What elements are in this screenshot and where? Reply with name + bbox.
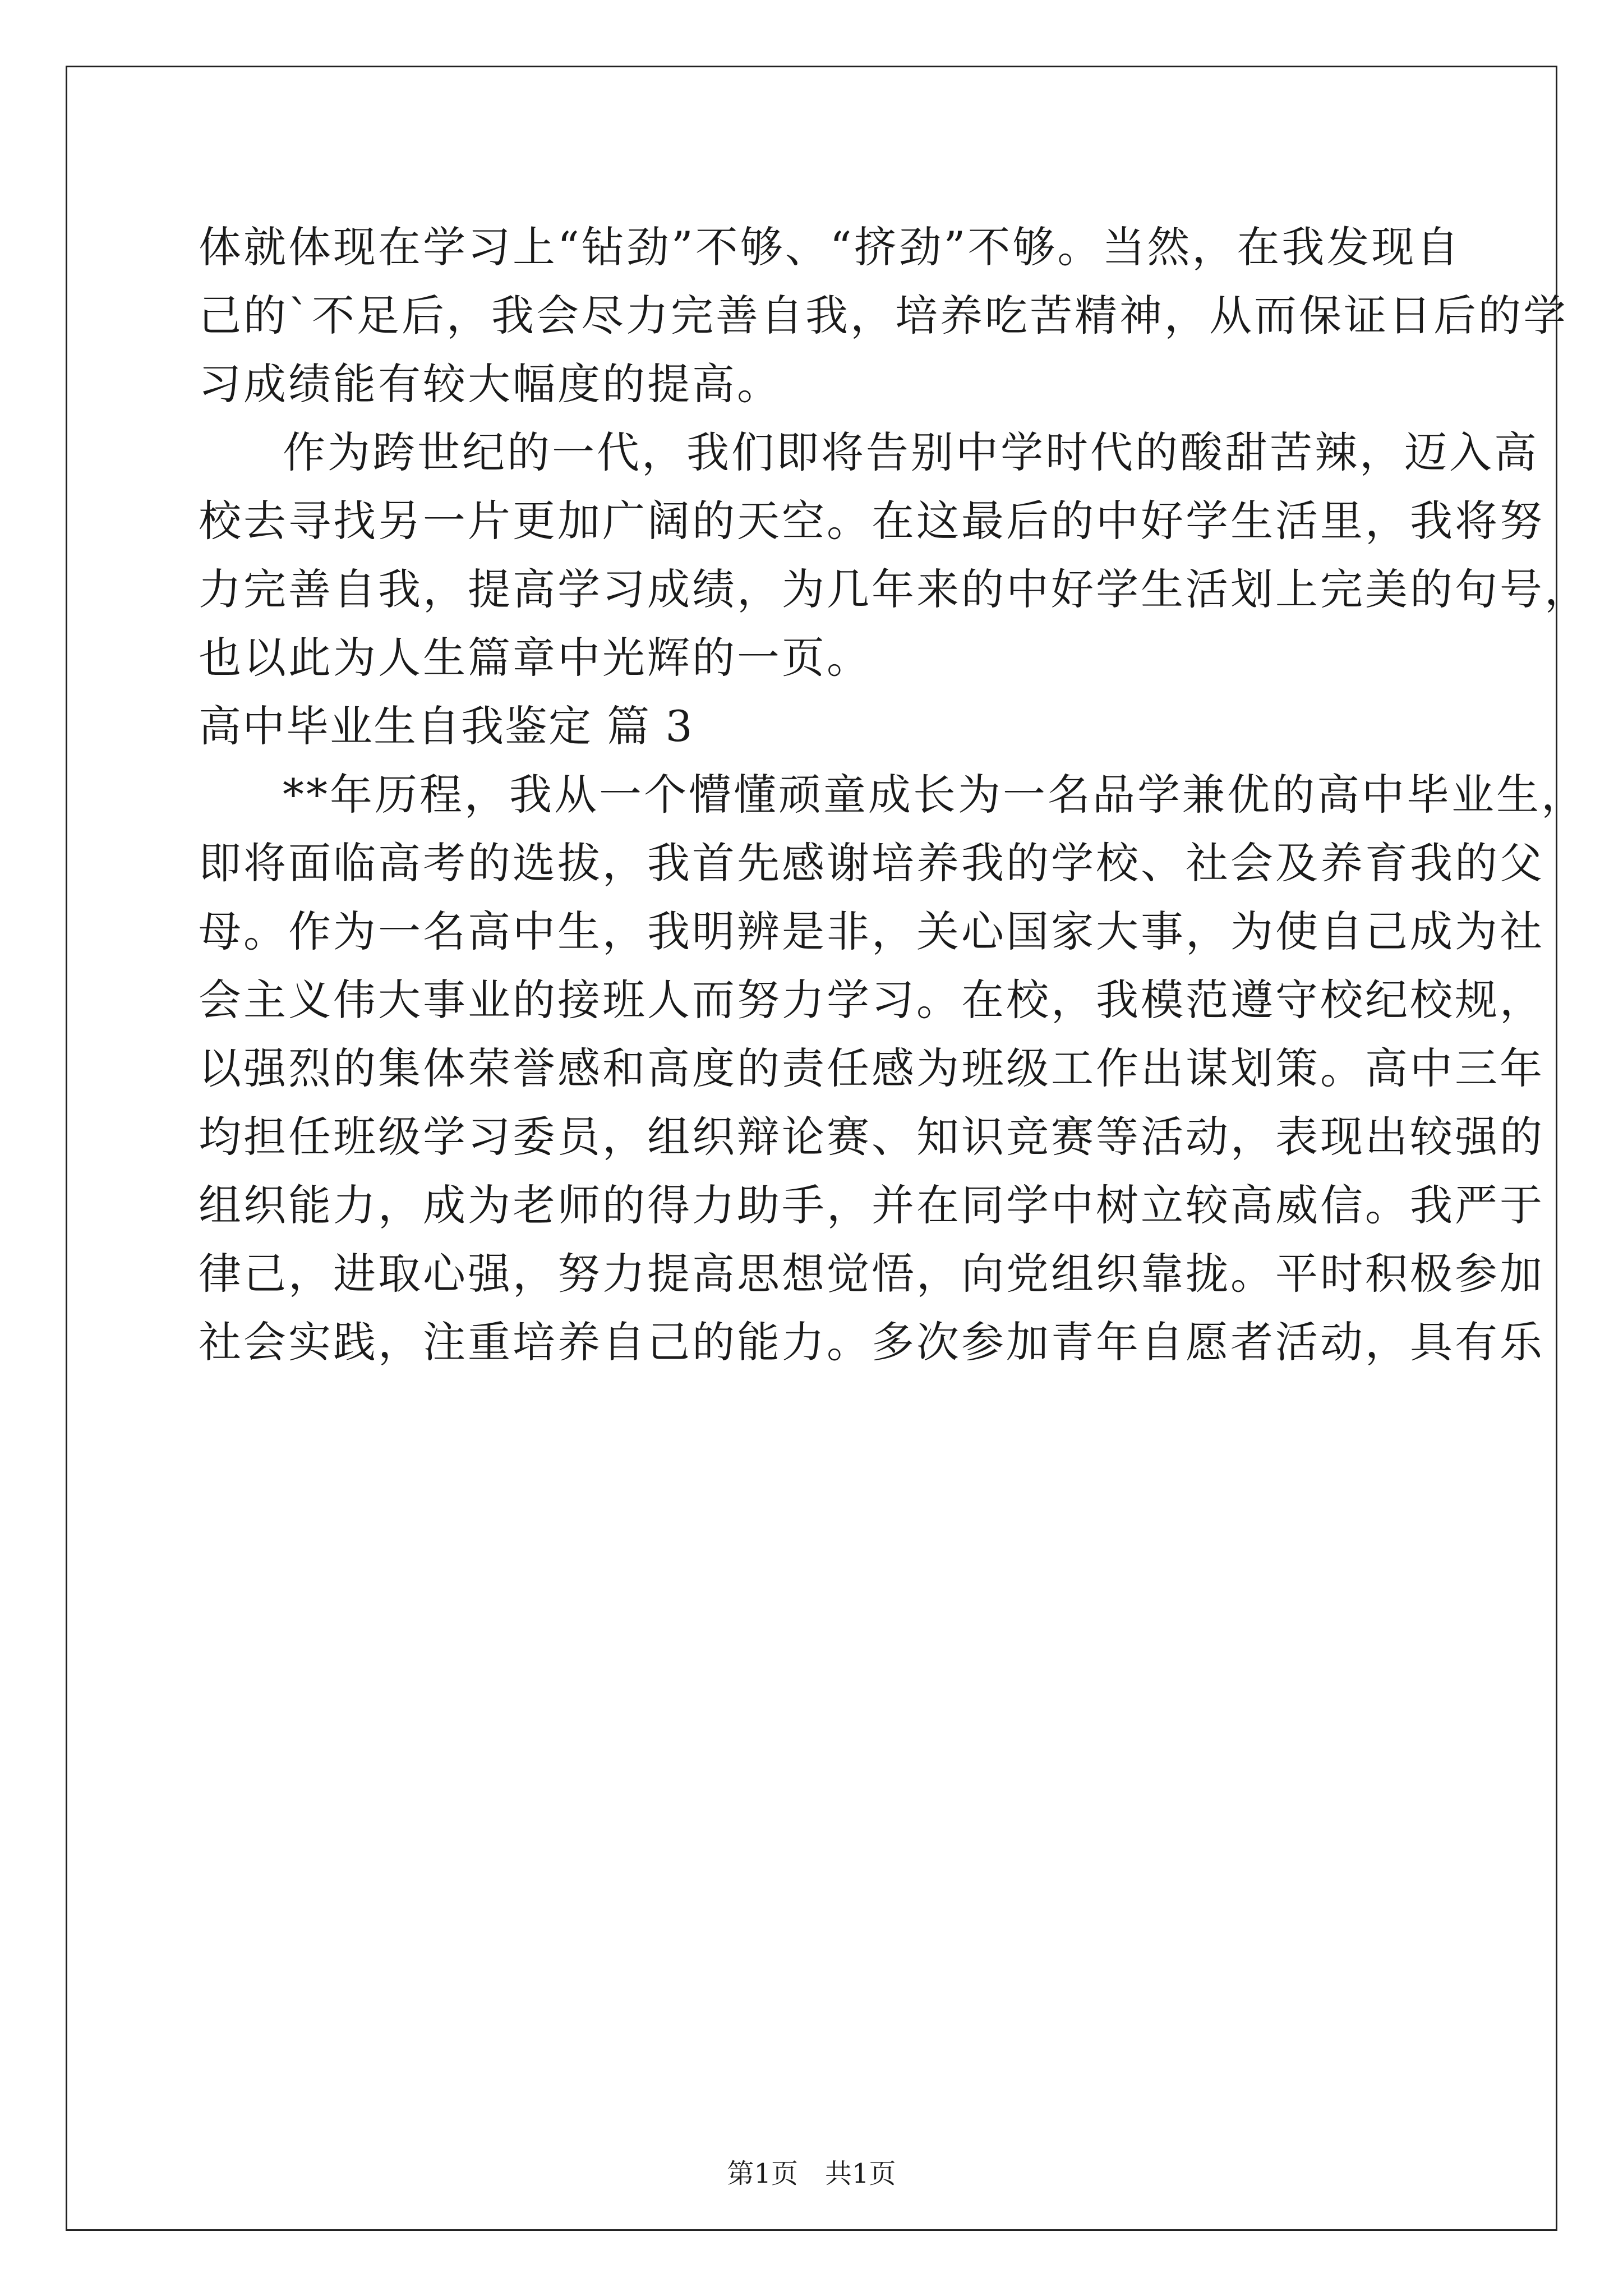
text-line: 会主义伟大事业的接班人而努力学习。在校，我模范遵守校纪校规， bbox=[199, 975, 1544, 1025]
text-line: 也以此为人生篇章中光辉的一页。 bbox=[199, 633, 872, 683]
page-footer: 第1页 共1页 bbox=[727, 2158, 896, 2189]
text-line: 习成绩能有较大幅度的提高。 bbox=[199, 359, 782, 409]
text-line: 均担任班级学习委员，组织辩论赛、知识竞赛等活动，表现出较强的 bbox=[199, 1112, 1544, 1162]
text-line: **年历程，我从一个懵懂顽童成长为一名品学兼优的高中毕业生， bbox=[283, 770, 1586, 820]
text-line: 体就体现在学习上“钻劲”不够、“挤劲”不够。当然，在我发现自 bbox=[199, 222, 1461, 272]
text-line: 校去寻找另一片更加广阔的天空。在这最后的中好学生活里，我将努 bbox=[199, 496, 1544, 546]
section-heading: 高中毕业生自我鉴定 篇 3 bbox=[199, 701, 694, 751]
text-line: 即将面临高考的选拔，我首先感谢培养我的学校、社会及养育我的父 bbox=[199, 838, 1544, 888]
text-line: 母。作为一名高中生，我明辨是非，关心国家大事，为使自己成为社 bbox=[199, 907, 1544, 956]
text-line: 力完善自我，提高学习成绩，为几年来的中好学生活划上完美的句号， bbox=[199, 564, 1589, 614]
text-line: 组织能力，成为老师的得力助手，并在同学中树立较高威信。我严于 bbox=[199, 1180, 1544, 1230]
text-line: 律己，进取心强，努力提高思想觉悟，向党组织靠拢。平时积极参加 bbox=[199, 1249, 1544, 1299]
text-line: 作为跨世纪的一代，我们即将告别中学时代的酸甜苦辣，迈入高 bbox=[283, 427, 1539, 477]
document-body bbox=[199, 213, 1589, 1377]
text-line: 社会实践，注重培养自己的能力。多次参加青年自愿者活动，具有乐 bbox=[199, 1317, 1544, 1367]
text-line: 以强烈的集体荣誉感和高度的责任感为班级工作出谋划策。高中三年 bbox=[199, 1043, 1544, 1093]
text-line: 己的`不足后，我会尽力完善自我，培养吃苦精神，从而保证日后的学 bbox=[199, 291, 1568, 341]
